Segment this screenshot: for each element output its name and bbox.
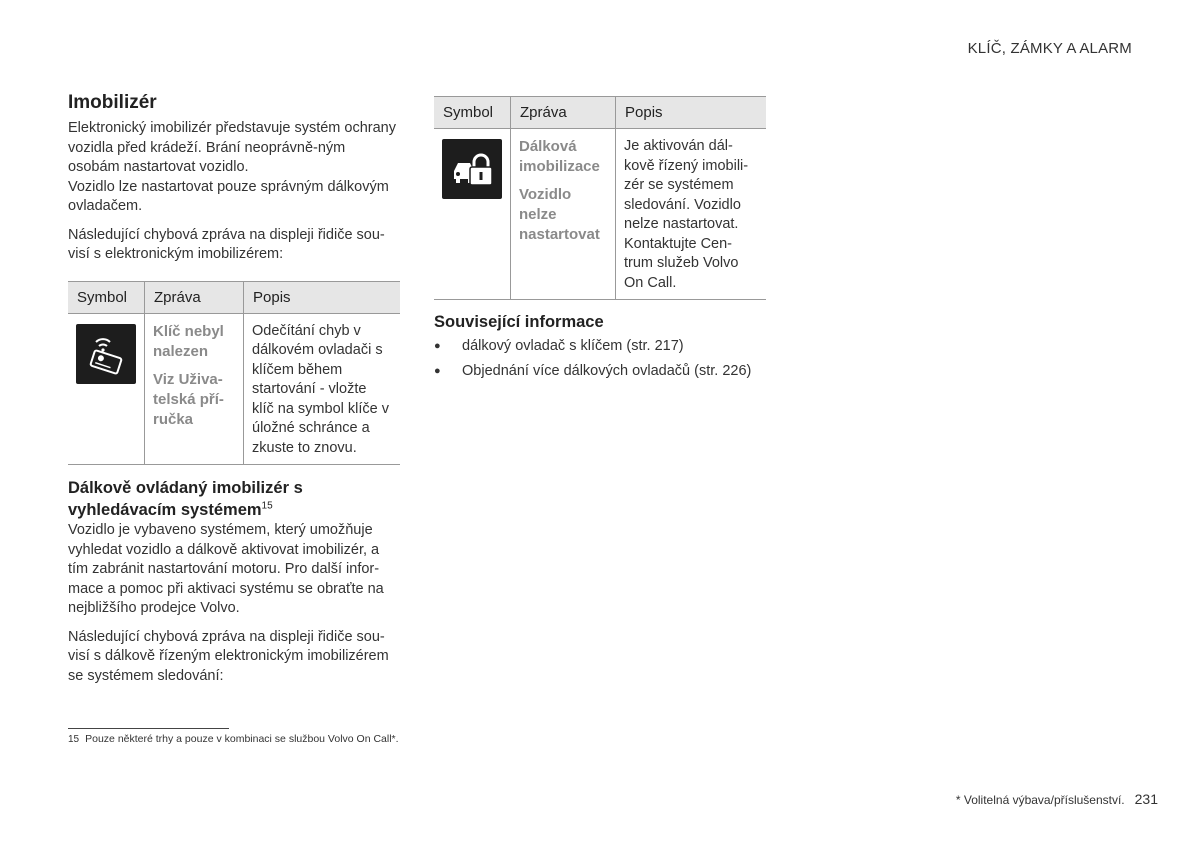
related-info-title: Související informace xyxy=(434,313,604,331)
description-cell: Je aktivován dál-kově řízený imobili-zér se systémem sledování. Vozidlo nelze nastartovat. Kontaktujte Cen-trum služeb Volvo On Call. xyxy=(616,129,767,300)
col-header-message: Zpráva xyxy=(511,97,616,129)
car-padlock-icon xyxy=(442,139,502,199)
table-row xyxy=(434,129,766,300)
remote-error-intro-paragraph: Následující chybová zpráva na displeji řidiče sou-visí s dálkově řízeným elektronickým imobilizérem se systémem sledování: xyxy=(68,628,389,684)
optional-equipment-note: * Volitelná výbava/příslušenství. xyxy=(955,793,1125,807)
chapter-header: KLÍČ, ZÁMKY A ALARM xyxy=(967,40,1132,57)
related-link[interactable]: ● Objednání více dálkových ovladačů (str. 226) xyxy=(434,362,766,381)
symbol-cell xyxy=(434,129,511,300)
footnote-divider xyxy=(68,728,229,729)
intro-paragraph: Elektronický imobilizér představuje systém ochrany vozidla před krádeží. Brání neoprávně-ným osobám nastartovat vozidlo. xyxy=(68,120,396,175)
section-title: Imobilizér xyxy=(68,92,157,113)
col-header-message: Zpráva xyxy=(145,281,244,313)
footnote-number: 15 xyxy=(68,734,80,745)
col-header-symbol: Symbol xyxy=(68,281,145,313)
description-cell: Odečítání chyb v dálkovém ovladači s klíčem během startování - vložte klíč na symbol klíče v úložné schránce a zkuste to znovu. xyxy=(244,313,401,465)
footnote-ref: 15 xyxy=(261,500,273,512)
left-column xyxy=(68,92,400,686)
footnote xyxy=(68,733,399,745)
immobilizer-message-table xyxy=(68,281,400,466)
col-header-symbol: Symbol xyxy=(434,97,511,129)
message-cell xyxy=(511,129,616,300)
message-text: Dálková imobilizace xyxy=(519,138,600,175)
start-paragraph: Vozidlo lze nastartovat pouze správným dálkovým ovladačem. xyxy=(68,178,389,214)
remote-immobilizer-message-table xyxy=(434,96,766,300)
footnote-text: Pouze některé trhy a pouze v kombinaci se službou Volvo On Call*. xyxy=(85,733,399,745)
remote-immobilizer-paragraph: Vozidlo je vybaveno systémem, který umožňuje vyhledat vozidlo a dálkově aktivovat imobilizér, a tím zabránit nastartování motoru. Pro další infor-mace a pomoc při aktivaci systému se obraťte na nejbližšího prodejce Volvo. xyxy=(68,522,384,616)
related-link[interactable]: ● dálkový ovladač s klíčem (str. 217) xyxy=(434,337,766,356)
page-number: 231 xyxy=(1134,791,1158,807)
middle-column xyxy=(434,96,766,387)
key-fob-wireless-icon xyxy=(76,324,136,384)
subsection-title: Dálkově ovládaný imobilizér s vyhledávacím systémem$^{15}$ xyxy=(68,479,303,519)
symbol-cell xyxy=(68,313,145,465)
related-info-list xyxy=(434,337,766,381)
message-cell xyxy=(145,313,244,465)
col-header-description: Popis xyxy=(616,97,767,129)
table-row xyxy=(68,313,400,465)
message-text: Vozidlo nelze nastartovat xyxy=(519,186,600,243)
page-footer xyxy=(956,791,1158,807)
message-text: Klíč nebyl nalezen xyxy=(153,322,224,360)
error-intro-paragraph: Následující chybová zpráva na displeji řidiče sou-visí s elektronickým imobilizérem: xyxy=(68,226,385,262)
col-header-description: Popis xyxy=(244,281,401,313)
message-text: Viz Uživa-telská pří-ručka xyxy=(153,370,224,428)
